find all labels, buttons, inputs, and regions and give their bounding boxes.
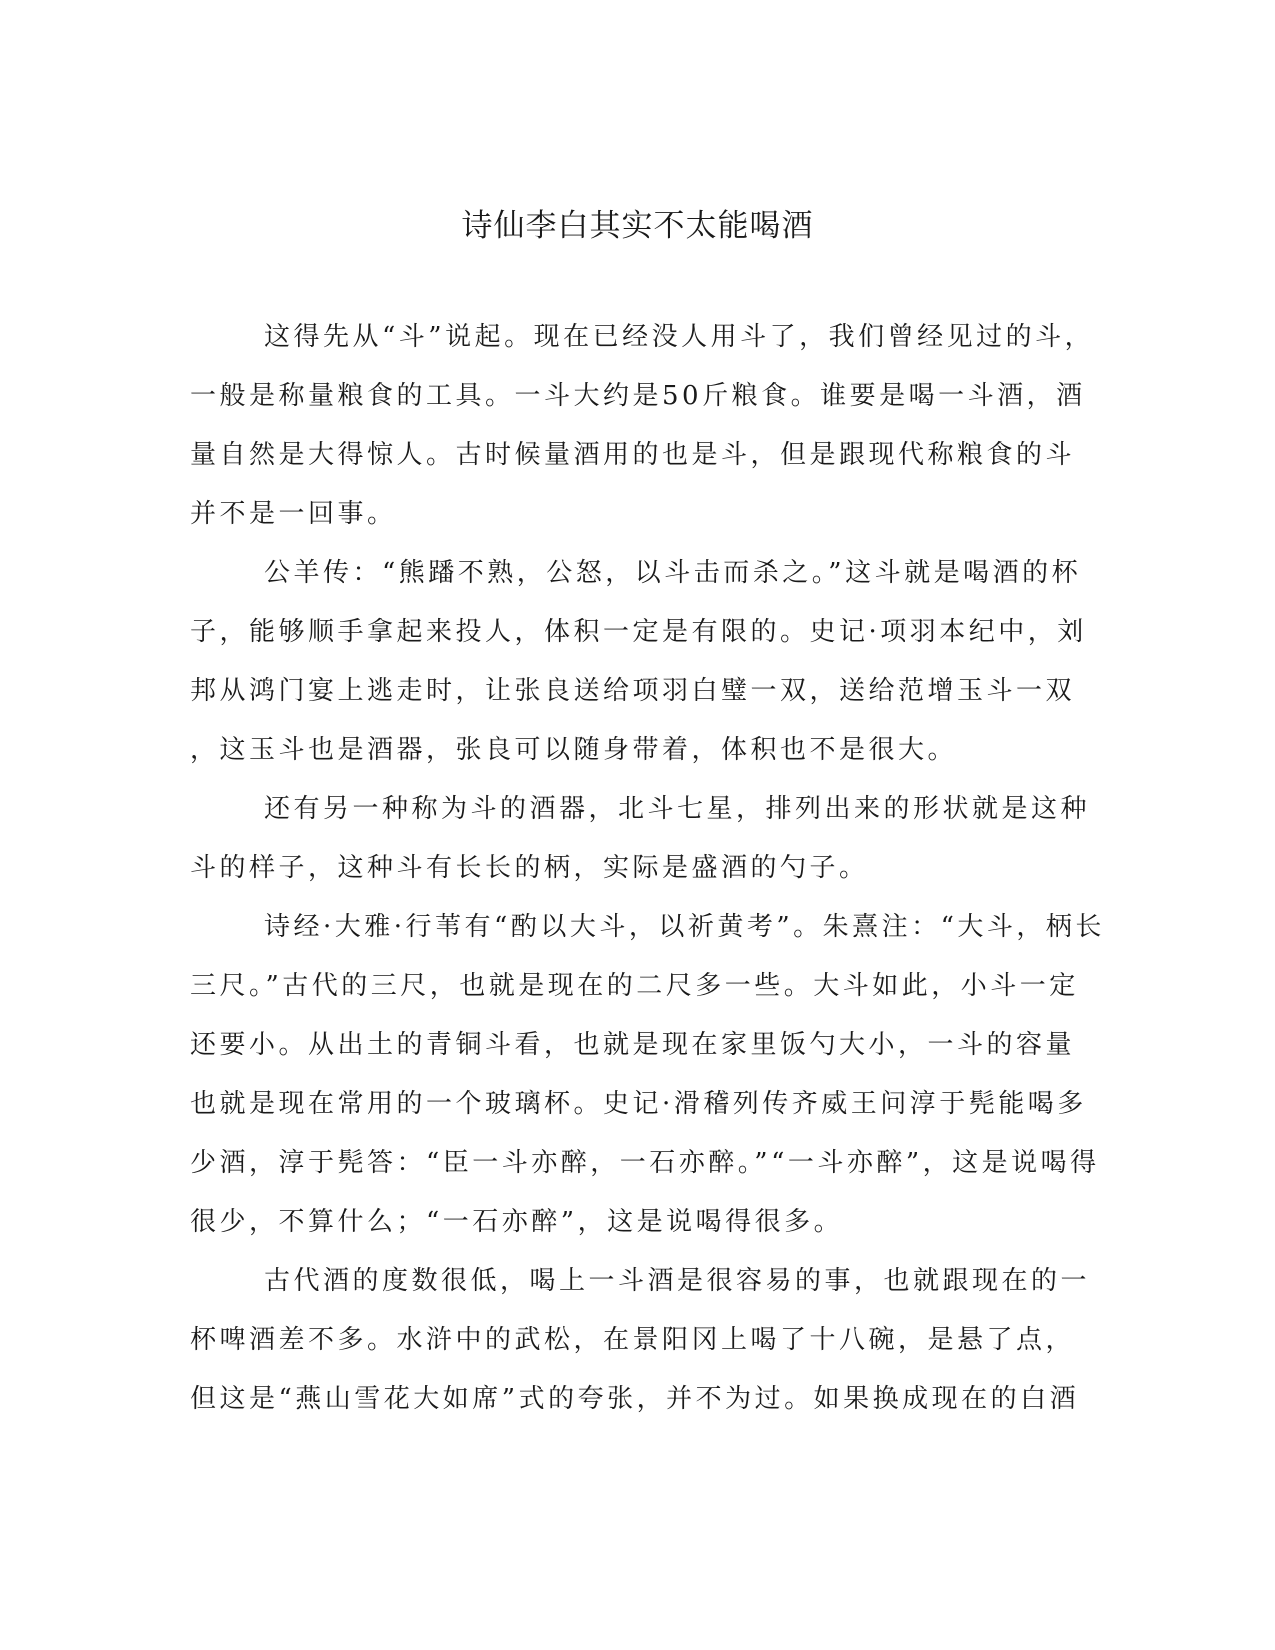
text-line: 这得先从“斗”说起。现在已经没人用斗了，我们曾经见过的斗， (264, 322, 1095, 352)
text-line: 但这是“燕山雪花大如席”式的夸张，并不为过。如果换成现在的白酒 (190, 1384, 1080, 1414)
text-line: 斗的样子，这种斗有长长的柄，实际是盛酒的勺子。 (190, 853, 869, 883)
text-line: 邦从鸿门宴上逃走时，让张良送给项羽白璧一双，送给范增玉斗一双 (190, 676, 1076, 706)
document-title: 诗仙李白其实不太能喝酒 (461, 208, 814, 244)
text-line: 量自然是大得惊人。古时候量酒用的也是斗，但是跟现代称粮食的斗 (190, 440, 1076, 470)
text-line: 还有另一种称为斗的酒器，北斗七星，排列出来的形状就是这种 (264, 794, 1091, 824)
text-line: 公羊传：“熊蹯不熟，公怒，以斗击而杀之。”这斗就是喝酒的杯 (264, 558, 1082, 588)
text-line: 并不是一回事。 (190, 499, 397, 529)
text-line: 很少，不算什么；“一石亦醉”，这是说喝得很多。 (190, 1207, 844, 1237)
text-line: 三尺。”古代的三尺，也就是现在的二尺多一些。大斗如此，小斗一定 (190, 971, 1079, 1001)
text-line: 少酒，淳于髡答：“臣一斗亦醉，一石亦醉。”“一斗亦醉”，这是说喝得 (190, 1148, 1100, 1178)
text-line: 一般是称量粮食的工具。一斗大约是50斤粮食。谁要是喝一斗酒，酒 (190, 381, 1086, 411)
text-line: 子，能够顺手拿起来投人，体积一定是有限的。史记·项羽本纪中，刘 (190, 617, 1087, 647)
text-line: ，这玉斗也是酒器，张良可以随身带着，体积也不是很大。 (190, 735, 958, 765)
text-line: 也就是现在常用的一个玻璃杯。史记·滑稽列传齐威王问淳于髡能喝多 (190, 1089, 1087, 1119)
text-line: 还要小。从出土的青铜斗看，也就是现在家里饭勺大小，一斗的容量 (190, 1030, 1076, 1060)
text-line: 诗经·大雅·行苇有“酌以大斗，以祈黄考”。朱熹注：“大斗，柄长 (264, 912, 1105, 942)
text-line: 杯啤酒差不多。水浒中的武松，在景阳冈上喝了十八碗，是悬了点， (190, 1325, 1076, 1355)
text-line: 古代酒的度数很低，喝上一斗酒是很容易的事，也就跟现在的一 (264, 1266, 1091, 1296)
